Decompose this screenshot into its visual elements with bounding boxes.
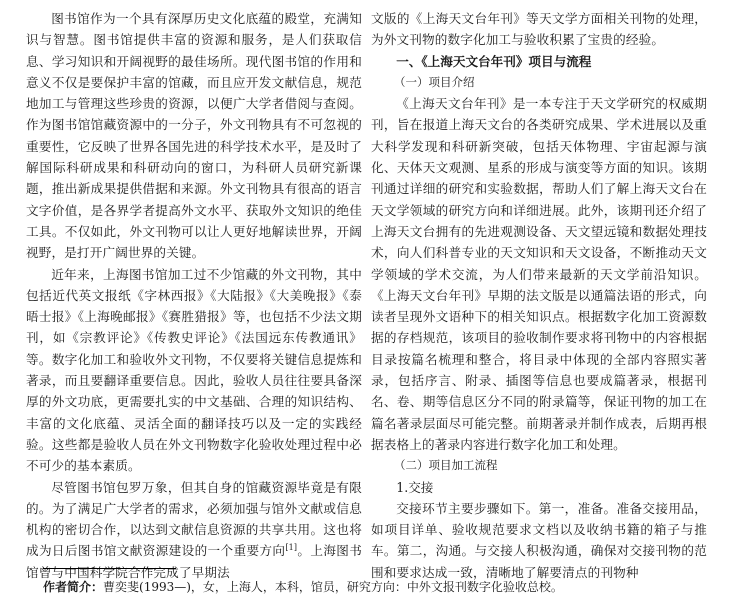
author-footnote: [43, 578, 723, 596]
subsection-heading: （二）项目加工流程: [394, 458, 498, 473]
paragraph: 近年来，上海图书馆加工过不少馆藏的外文刊物，其中包括近代英文报纸《字林西报》《大陆报》《大美晚报》《泰晤士报》《上海晚邮报》《赛胜猎报》等，也包括不少法文期刊，如《宗教评论》《传教史评论》《法国远东传教通讯》等。数字化加工和验收外文刊物，不仅要将关键信息提炼和著录，而且要翻译重要信息。因此，验收人员往往要具备深厚的外文功底，更需要扎实的中文基础、合理的知识结构、丰富的文化底蕴、灵活全面的翻译技巧以及一定的实践经验。这些都是验收人员在外文刊物数字化验收处理过程中必不可少的基本素质。: [26, 266, 362, 474]
left-column: [26, 8, 362, 583]
right-column: [371, 8, 707, 583]
paragraph-text: 尽管图书馆包罗万象，但其自身的馆藏资源毕竟是有限的。为了满足广大学者的需求，必须加强与馆外文献或信息机构的密切合作，以达到文献信息资源的共享共用。这也将成为日后图书馆文献资源建设的一个重要方向: [26, 479, 362, 559]
footnote-label: 作者简介：: [43, 580, 104, 594]
section-heading: 一、《上海天文台年刊》项目与流程: [396, 53, 592, 69]
paragraph: 文版的《上海天文台年刊》等天文学方面相关刊物的处理，为外文刊物的数字化加工与验收积累了宝贵的经验。: [371, 11, 707, 48]
paragraph: 交接环节主要步骤如下。第一，准备。准备交接用品，如项目详单、验收规范要求文档以及收纳书籍的箱子与推车。第二，沟通。与交接人积极沟通，确保对交接刊物的范围和要求达成一致，清晰地了解要清点的刊物种: [371, 500, 707, 580]
footnote-divider: [43, 568, 176, 569]
footnote-text: 曹奕斐(1993—)，女，上海人，本科，馆员，研究方向：中外文报刊数字化验收总校。: [103, 580, 563, 594]
citation-marker: [1]: [285, 543, 298, 553]
subsubsection-heading: 1.交接: [396, 479, 434, 495]
paragraph-text: 。上海图书馆曾与中国科学院合作完成了早期法: [26, 543, 363, 580]
paragraph: 图书馆作为一个具有深厚历史文化底蕴的殿堂，充满知识与智慧。图书馆提供丰富的资源和服务，是人们获取信息、学习知识和开阔视野的最佳场所。现代图书馆的作用和意义不仅是要保护丰富的馆藏，而且应开发文献信息，规范地加工与管理这些珍贵的资源，以便广大学者借阅与查阅。作为图书馆馆藏资源中的一分子，外文刊物具有不可忽视的重要性，它反映了世界各国先进的科学技术水平，是及时了解国际科研成果和科研动向的窗口，为科研人员研究新课题，推出新成果提供借据和来源。外文刊物具有很高的语言文字价值，是各界学者提高外文水平、获取外文知识的绝佳工具。不仅如此，外文刊物可以让人更好地解读世界，开阔视野，是打开广阔世界的关键。: [26, 11, 362, 261]
subsection-heading: （一）项目介绍: [394, 74, 475, 89]
paragraph: 《上海天文台年刊》是一本专注于天文学研究的权威期刊，旨在报道上海天文台的各类研究成果、学术进展以及重大科学发现和科研新突破，包括天体物理、宇宙起源与演化、天体天文观测、星系的形成与演变等方面的知识。该期刊通过详细的研究和实验数据，帮助人们了解上海天文台在天文学领域的研究方向和详细进展。此外，该期刊还介绍了上海天文台拥有的先进观测设备、天文望远镜和数据处理技术，向人们科普专业的天文知识和天文设备，不断推动天文学领域的学术交流，为人们带来最新的天文学前沿知识。《上海天文台年刊》早期的法文版是以通篇法语的形式，向读者呈现外文语种下的相关知识点。根据数字化加工资源数据的存档规范，该项目的验收制作要求将刊物中的内容根据目录按篇名梳理和整合，将目录中体现的全部内容照实著录，包括序言、附录、插图等信息也要成篇著录，根据刊名、卷、期等信息区分不同的附录篇等，保证刊物的加工在篇名著录层面尽可能完整。前期著录并制作成表，后期再根据表格上的著录内容进行数字化加工和处理。: [371, 96, 707, 452]
